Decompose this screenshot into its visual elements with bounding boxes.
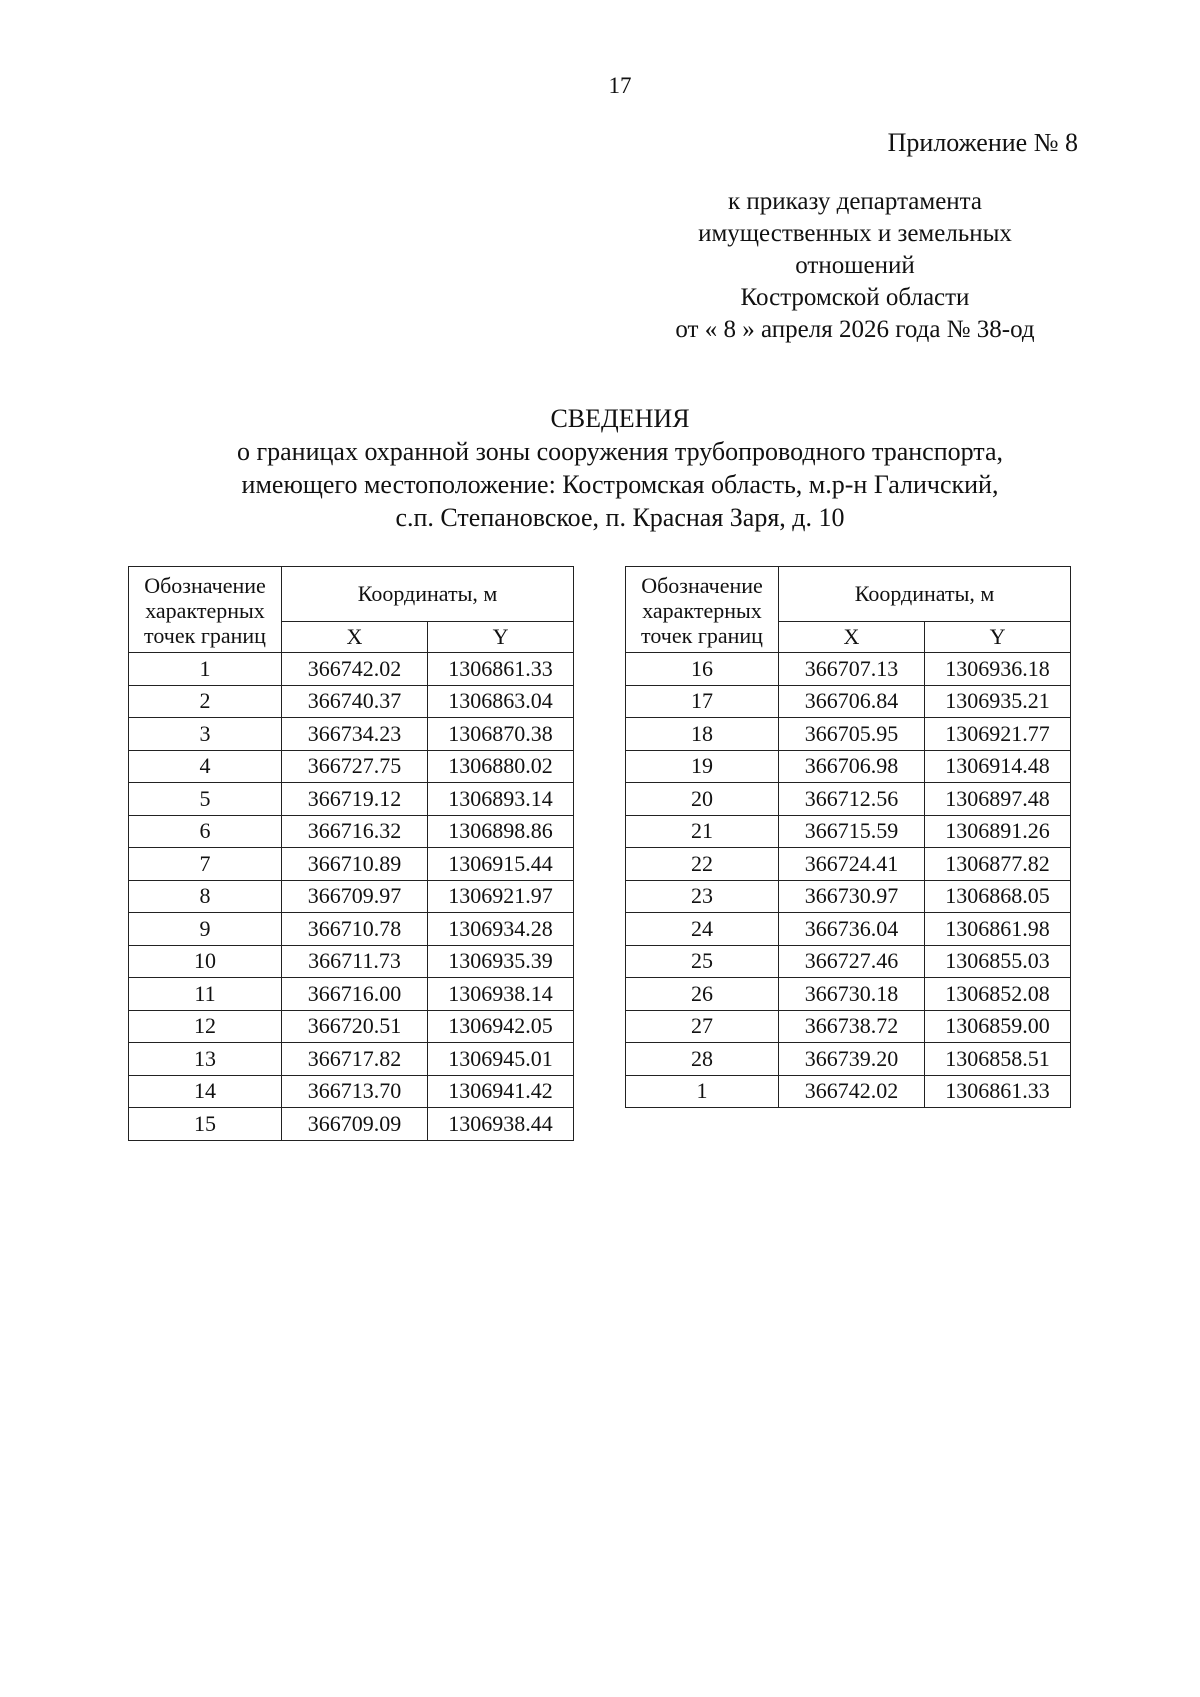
y-coordinate-cell: 1306861.98 bbox=[925, 913, 1071, 946]
x-coordinate-cell: 366736.04 bbox=[779, 913, 925, 946]
table-row bbox=[129, 750, 574, 783]
page-number: 17 bbox=[608, 73, 632, 98]
x-coordinate-cell: 366709.97 bbox=[282, 880, 428, 913]
point-number-cell: 12 bbox=[129, 1010, 282, 1043]
x-coordinate-cell: 366730.97 bbox=[779, 880, 925, 913]
y-coordinate-cell: 1306921.77 bbox=[925, 718, 1071, 751]
table-row bbox=[626, 815, 1071, 848]
document-title bbox=[0, 402, 1200, 534]
table-row bbox=[129, 718, 574, 751]
y-coordinate-cell: 1306938.14 bbox=[428, 978, 574, 1011]
table-row bbox=[626, 685, 1071, 718]
table-row bbox=[129, 945, 574, 978]
header-line: Обозначение bbox=[144, 573, 266, 598]
x-coordinate-cell: 366738.72 bbox=[779, 1010, 925, 1043]
point-column-header bbox=[129, 567, 282, 653]
table-row bbox=[129, 880, 574, 913]
x-header: X bbox=[779, 622, 925, 653]
x-coordinate-cell: 366734.23 bbox=[282, 718, 428, 751]
title-heading: СВЕДЕНИЯ bbox=[550, 404, 690, 433]
header-line: точек границ bbox=[144, 623, 266, 648]
point-number-cell: 15 bbox=[129, 1108, 282, 1141]
x-coordinate-cell: 366724.41 bbox=[779, 848, 925, 881]
y-coordinate-cell: 1306921.97 bbox=[428, 880, 574, 913]
point-number-cell: 20 bbox=[626, 783, 779, 816]
header-line: точек границ bbox=[641, 623, 763, 648]
header-line: характерных bbox=[145, 598, 265, 623]
title-line: о границах охранной зоны сооружения трубопроводного транспорта, bbox=[236, 437, 1004, 466]
y-coordinate-cell: 1306870.38 bbox=[428, 718, 574, 751]
point-number-cell: 3 bbox=[129, 718, 282, 751]
x-coordinate-cell: 366720.51 bbox=[282, 1010, 428, 1043]
table-row bbox=[626, 783, 1071, 816]
table-row bbox=[626, 848, 1071, 881]
x-coordinate-cell: 366742.02 bbox=[779, 1075, 925, 1108]
y-coordinate-cell: 1306941.42 bbox=[428, 1075, 574, 1108]
point-number-cell: 16 bbox=[626, 653, 779, 686]
point-number-cell: 22 bbox=[626, 848, 779, 881]
table-row bbox=[129, 1043, 574, 1076]
y-coordinate-cell: 1306861.33 bbox=[428, 653, 574, 686]
y-coordinate-cell: 1306934.28 bbox=[428, 913, 574, 946]
y-coordinate-cell: 1306858.51 bbox=[925, 1043, 1071, 1076]
point-number-cell: 25 bbox=[626, 945, 779, 978]
x-coordinate-cell: 366715.59 bbox=[779, 815, 925, 848]
table-body bbox=[129, 653, 574, 1141]
coordinates-table-right bbox=[625, 566, 1071, 1108]
point-number-cell: 13 bbox=[129, 1043, 282, 1076]
x-coordinate-cell: 366706.84 bbox=[779, 685, 925, 718]
table-row bbox=[129, 1108, 574, 1141]
title-line: имеющего местоположение: Костромская область, м.р-н Галичский, bbox=[241, 470, 999, 499]
x-coordinate-cell: 366705.95 bbox=[779, 718, 925, 751]
x-coordinate-cell: 366707.13 bbox=[779, 653, 925, 686]
table-body bbox=[626, 653, 1071, 1108]
point-number-cell: 17 bbox=[626, 685, 779, 718]
y-coordinate-cell: 1306936.18 bbox=[925, 653, 1071, 686]
order-line: Костромской области bbox=[740, 284, 970, 311]
order-line: от « 8 » апреля 2026 года № 38-од bbox=[675, 316, 1035, 343]
table-row bbox=[626, 718, 1071, 751]
y-coordinate-cell: 1306859.00 bbox=[925, 1010, 1071, 1043]
y-coordinate-cell: 1306942.05 bbox=[428, 1010, 574, 1043]
x-header: X bbox=[282, 622, 428, 653]
y-coordinate-cell: 1306877.82 bbox=[925, 848, 1071, 881]
header-line: характерных bbox=[642, 598, 762, 623]
y-coordinate-cell: 1306863.04 bbox=[428, 685, 574, 718]
point-number-cell: 8 bbox=[129, 880, 282, 913]
y-coordinate-cell: 1306945.01 bbox=[428, 1043, 574, 1076]
y-header: Y bbox=[925, 622, 1071, 653]
coordinates-header: Координаты, м bbox=[779, 567, 1071, 622]
x-coordinate-cell: 366710.78 bbox=[282, 913, 428, 946]
x-coordinate-cell: 366727.75 bbox=[282, 750, 428, 783]
y-coordinate-cell: 1306914.48 bbox=[925, 750, 1071, 783]
header-line: Обозначение bbox=[641, 573, 763, 598]
point-number-cell: 1 bbox=[129, 653, 282, 686]
point-number-cell: 27 bbox=[626, 1010, 779, 1043]
point-number-cell: 23 bbox=[626, 880, 779, 913]
table-row bbox=[129, 783, 574, 816]
point-number-cell: 6 bbox=[129, 815, 282, 848]
y-coordinate-cell: 1306897.48 bbox=[925, 783, 1071, 816]
table-row bbox=[626, 913, 1071, 946]
x-coordinate-cell: 366730.18 bbox=[779, 978, 925, 1011]
y-coordinate-cell: 1306861.33 bbox=[925, 1075, 1071, 1108]
appendix-label: Приложение № 8 bbox=[887, 128, 1078, 157]
y-coordinate-cell: 1306855.03 bbox=[925, 945, 1071, 978]
x-coordinate-cell: 366711.73 bbox=[282, 945, 428, 978]
table-row bbox=[626, 880, 1071, 913]
point-number-cell: 10 bbox=[129, 945, 282, 978]
x-coordinate-cell: 366739.20 bbox=[779, 1043, 925, 1076]
x-coordinate-cell: 366719.12 bbox=[282, 783, 428, 816]
point-number-cell: 28 bbox=[626, 1043, 779, 1076]
y-coordinate-cell: 1306868.05 bbox=[925, 880, 1071, 913]
table-row bbox=[626, 1075, 1071, 1108]
x-coordinate-cell: 366716.00 bbox=[282, 978, 428, 1011]
x-coordinate-cell: 366717.82 bbox=[282, 1043, 428, 1076]
table-row bbox=[626, 750, 1071, 783]
x-coordinate-cell: 366710.89 bbox=[282, 848, 428, 881]
coordinates-table-left bbox=[128, 566, 574, 1141]
point-number-cell: 26 bbox=[626, 978, 779, 1011]
table-row bbox=[129, 1075, 574, 1108]
table-row bbox=[129, 653, 574, 686]
point-number-cell: 7 bbox=[129, 848, 282, 881]
order-line: отношений bbox=[795, 252, 915, 279]
point-number-cell: 19 bbox=[626, 750, 779, 783]
point-number-cell: 11 bbox=[129, 978, 282, 1011]
coordinates-header: Координаты, м bbox=[282, 567, 574, 622]
point-number-cell: 24 bbox=[626, 913, 779, 946]
table-row bbox=[626, 945, 1071, 978]
table-row bbox=[129, 1010, 574, 1043]
table-row bbox=[626, 978, 1071, 1011]
title-line: с.п. Степановское, п. Красная Заря, д. 10 bbox=[395, 503, 845, 532]
point-number-cell: 1 bbox=[626, 1075, 779, 1108]
point-column-header bbox=[626, 567, 779, 653]
table-row bbox=[626, 653, 1071, 686]
x-coordinate-cell: 366709.09 bbox=[282, 1108, 428, 1141]
point-number-cell: 21 bbox=[626, 815, 779, 848]
y-coordinate-cell: 1306935.39 bbox=[428, 945, 574, 978]
point-number-cell: 18 bbox=[626, 718, 779, 751]
x-coordinate-cell: 366713.70 bbox=[282, 1075, 428, 1108]
y-coordinate-cell: 1306938.44 bbox=[428, 1108, 574, 1141]
table-row bbox=[129, 978, 574, 1011]
order-line: имущественных и земельных bbox=[698, 220, 1012, 247]
order-line: к приказу департамента bbox=[727, 188, 983, 215]
table-row bbox=[626, 1010, 1071, 1043]
point-number-cell: 5 bbox=[129, 783, 282, 816]
x-coordinate-cell: 366740.37 bbox=[282, 685, 428, 718]
x-coordinate-cell: 366727.46 bbox=[779, 945, 925, 978]
y-coordinate-cell: 1306915.44 bbox=[428, 848, 574, 881]
order-reference bbox=[600, 186, 1110, 346]
y-coordinate-cell: 1306880.02 bbox=[428, 750, 574, 783]
point-number-cell: 9 bbox=[129, 913, 282, 946]
x-coordinate-cell: 366742.02 bbox=[282, 653, 428, 686]
x-coordinate-cell: 366716.32 bbox=[282, 815, 428, 848]
table-row bbox=[129, 913, 574, 946]
point-number-cell: 2 bbox=[129, 685, 282, 718]
y-header: Y bbox=[428, 622, 574, 653]
x-coordinate-cell: 366706.98 bbox=[779, 750, 925, 783]
table-row bbox=[129, 685, 574, 718]
table-row bbox=[129, 815, 574, 848]
y-coordinate-cell: 1306893.14 bbox=[428, 783, 574, 816]
y-coordinate-cell: 1306891.26 bbox=[925, 815, 1071, 848]
table-row bbox=[626, 1043, 1071, 1076]
y-coordinate-cell: 1306898.86 bbox=[428, 815, 574, 848]
table-row bbox=[129, 848, 574, 881]
x-coordinate-cell: 366712.56 bbox=[779, 783, 925, 816]
y-coordinate-cell: 1306852.08 bbox=[925, 978, 1071, 1011]
y-coordinate-cell: 1306935.21 bbox=[925, 685, 1071, 718]
point-number-cell: 4 bbox=[129, 750, 282, 783]
point-number-cell: 14 bbox=[129, 1075, 282, 1108]
